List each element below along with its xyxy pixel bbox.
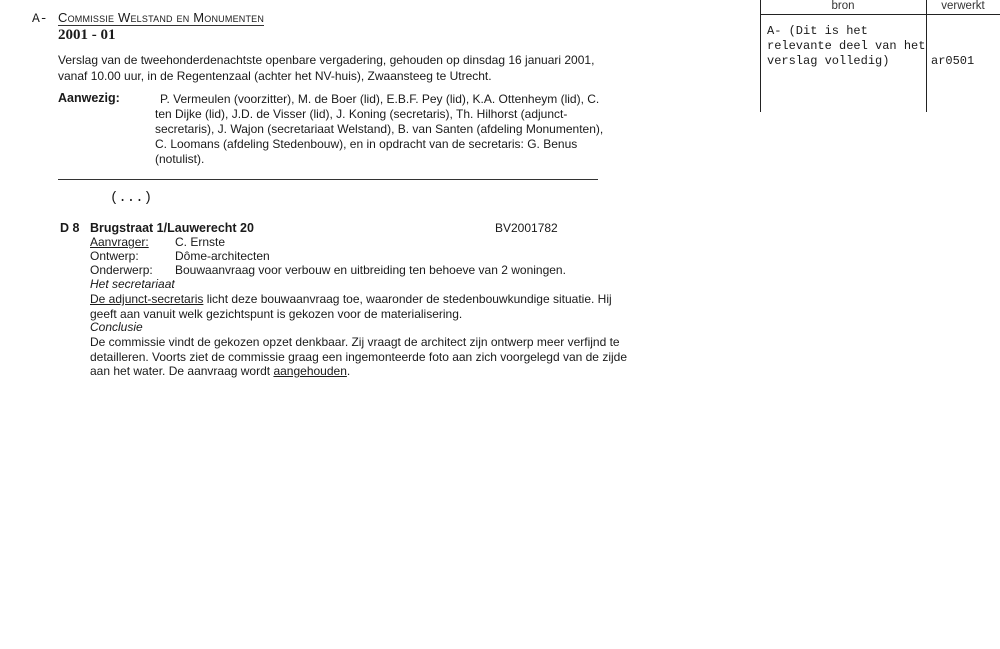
item-code: D 8: [60, 221, 80, 235]
secretariat-heading: Het secretariaat: [90, 277, 175, 291]
omission-marker: (...): [110, 190, 153, 206]
section-divider: [58, 179, 598, 180]
section-marker: A-: [32, 11, 48, 26]
table-header-processed: verwerkt: [941, 0, 985, 12]
meeting-intro: Verslag van de tweehonderdenachtste openbare vergadering, gehouden op dinsdag 16 januari 2001, vanaf 10.00 uur, in de Regentenzaal (achter het NV-huis), Zwaansteeg te Utrecht.: [58, 53, 595, 83]
organization-name: Commissie Welstand en Monumenten: [58, 10, 265, 25]
conclusion-heading: Conclusie: [90, 320, 143, 334]
table-cell-processed: ar0501: [931, 54, 975, 68]
conclusion-main: De commissie vindt de gekozen opzet denkbaar. Zij vraagt de architect zijn ontwerp meer verfijnd te detailleren. Voorts ziet de commissie graag een ingemonteerde foto aan zich voorgelegd van de zijde aan het water. De aanvraag wordt: [90, 335, 627, 378]
design-value: Dôme-architecten: [175, 249, 270, 263]
table-cell-source: A- (Dit is het relevante deel van het verslag volledig): [767, 24, 926, 68]
document-number: 2001 - 01: [58, 27, 116, 43]
conclusion-paragraph: [90, 335, 630, 379]
item-reference: BV2001782: [495, 221, 558, 235]
conclusion-end: .: [346, 364, 351, 378]
present-list: P. Vermeulen (voorzitter), M. de Boer (lid), E.B.F. Pey (lid), K.A. Ottenheym (lid), C. ten Dijke (lid), J.D. de Visser (lid), J. Koning (secretaris), Th. Hilhorst (adjunct-secretaris), J. Wajon (secretariaat Welstand), B. van Santen (afdeling Monumenten), C. Loomans (afdeling Stedenbouw), en in opdracht van de secretaris: G. Benus (notulist).: [155, 92, 604, 166]
subject-value: Bouwaanvraag voor verbouw en uitbreiding ten behoeve van 2 woningen.: [175, 263, 566, 277]
secretariat-paragraph: [90, 292, 630, 321]
table-header-rule: [760, 14, 1000, 15]
subject-label: Onderwerp:: [90, 263, 153, 277]
present-label: Aanwezig:: [58, 91, 120, 105]
applicant-label: Aanvrager:: [90, 235, 149, 249]
applicant-value: C. Ernste: [175, 235, 226, 249]
conclusion-decision: aangehouden: [273, 364, 347, 378]
item-title: Brugstraat 1/Lauwerecht 20: [90, 221, 254, 235]
secretariat-subject: De adjunct-secretaris: [90, 292, 204, 306]
table-border-left: [760, 0, 761, 112]
table-header-source: bron: [831, 0, 855, 12]
design-label: Ontwerp:: [90, 249, 139, 263]
secretariat-rest: licht deze bouwaanvraag toe, waaronder de stedenbouwkundige situatie. Hij geeft aan vanuit welk gezichtspunt is gekozen voor de materialisering.: [90, 292, 612, 321]
